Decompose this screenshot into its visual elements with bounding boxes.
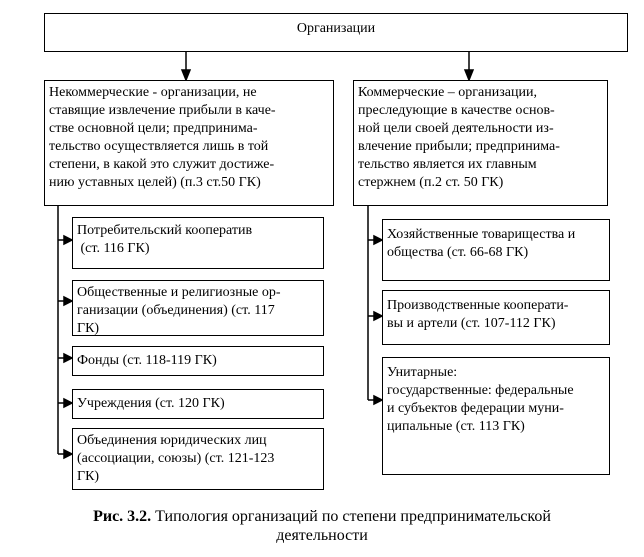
noncommercial-child-public-religious xyxy=(72,280,324,336)
noncommercial-line: тельство осуществляется лишь в той xyxy=(49,139,269,154)
child-line: Общественные и религиозные ор- xyxy=(77,285,281,300)
noncommercial-line: степени, в какой это служит достиже- xyxy=(49,157,275,172)
child-line: (ассоциации, союзы) (ст. 121-123 xyxy=(77,451,275,466)
child-line: общества (ст. 66-68 ГК) xyxy=(387,245,529,260)
child-line: (ст. 116 ГК) xyxy=(77,241,150,256)
figure-caption xyxy=(0,507,644,545)
child-line: вы и артели (ст. 107-112 ГК) xyxy=(387,316,556,331)
child-line: Фонды (ст. 118-119 ГК) xyxy=(77,353,217,368)
commercial-line: преследующие в качестве основ- xyxy=(358,103,555,118)
noncommercial-box xyxy=(44,80,334,206)
caption-line2: деятельности xyxy=(276,527,368,544)
commercial-line: ной цели своей деятельности из- xyxy=(358,121,554,136)
noncommercial-line: ставящие извлечение прибыли в каче- xyxy=(49,103,276,118)
commercial-box xyxy=(353,80,608,206)
noncommercial-child-associations xyxy=(72,428,324,490)
commercial-child-production-coops xyxy=(382,290,610,345)
root-label: Организации xyxy=(296,21,376,36)
child-line: Учреждения (ст. 120 ГК) xyxy=(77,396,225,411)
caption-text: Типология организаций по степени предпринимательской xyxy=(151,508,551,525)
child-line: Хозяйственные товарищества и xyxy=(387,227,576,242)
commercial-line: стержнем (п.2 ст. 50 ГК) xyxy=(358,175,504,190)
child-line: ГК) xyxy=(77,469,100,484)
noncommercial-line: стве основной цели; предпринима- xyxy=(49,121,258,136)
noncommercial-child-institutions xyxy=(72,389,324,419)
commercial-line: тельство является их главным xyxy=(358,157,537,172)
child-line: ганизации (объединения) (ст. 117 xyxy=(77,303,275,318)
commercial-child-partnerships xyxy=(382,219,610,281)
caption-prefix: Рис. 3.2. xyxy=(93,508,152,525)
root-box xyxy=(44,13,628,52)
child-line: ГК) xyxy=(77,321,100,336)
noncommercial-child-funds xyxy=(72,346,324,376)
child-line: и субъектов федерации муни- xyxy=(387,401,564,416)
noncommercial-line: Некоммерческие - организации, не xyxy=(49,85,257,100)
commercial-child-unitary xyxy=(382,357,610,475)
child-line: Производственные кооперати- xyxy=(387,298,569,313)
commercial-line: влечение прибыли; предпринима- xyxy=(358,139,560,154)
arrow-to-noncommercial xyxy=(182,70,190,80)
child-line: Унитарные: xyxy=(387,365,458,380)
commercial-line: Коммерческие – организации, xyxy=(358,85,537,100)
arrow-to-commercial xyxy=(465,70,473,80)
child-line: ципальные (ст. 113 ГК) xyxy=(387,419,525,434)
child-line: Потребительский кооператив xyxy=(77,223,253,238)
child-line: Объединения юридических лиц xyxy=(77,433,267,448)
noncommercial-child-consumer-coop xyxy=(72,217,324,269)
noncommercial-line: нию уставных целей) (п.3 ст.50 ГК) xyxy=(49,175,261,190)
child-line: государственные: федеральные xyxy=(387,383,574,398)
